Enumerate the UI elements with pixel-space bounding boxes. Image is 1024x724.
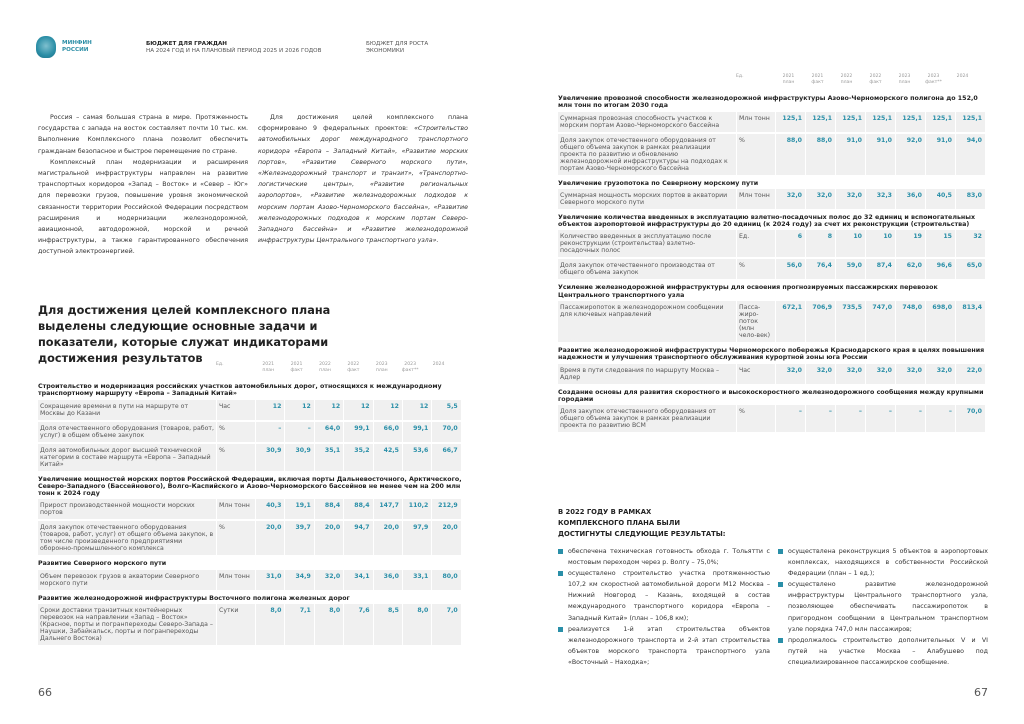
results-list-2 — [778, 546, 988, 668]
row-label: Доля закупок отечественного оборудования от общего объема закупок в рамках реализации проекта по развитию ВСМ — [558, 405, 736, 432]
row-value: 125,1 — [866, 112, 895, 132]
result-item: продолжалось строительство дополнительных V и VI путей на участке Москва – Алабушево под специализированное пассажирское сообщение. — [778, 635, 988, 668]
row-value: 125,1 — [836, 112, 865, 132]
results-title — [558, 507, 726, 540]
intro-column-1 — [38, 112, 248, 258]
page-number-left: 66 — [38, 686, 52, 699]
row-value: 10 — [866, 230, 895, 257]
row-value: – — [896, 405, 925, 432]
row-value: 34,9 — [285, 570, 313, 590]
row-value: 32,0 — [806, 364, 835, 384]
row-value: 32,0 — [926, 364, 955, 384]
table-section-title: Строительство и модернизация российских участков автомобильных дорог, относящихся к международному транспортному маршруту «Европа – Западный Китай» — [38, 383, 442, 398]
row-value: 8,0 — [403, 604, 431, 645]
row-unit: Час — [737, 364, 775, 384]
row-value: 747,0 — [866, 301, 895, 342]
row-label: Доля отечественного оборудования (товаров, работ, услуг) в общем объеме закупок — [38, 422, 216, 442]
row-unit: % — [217, 521, 255, 555]
header-col — [282, 362, 310, 380]
row-value: 99,1 — [344, 422, 372, 442]
row-value: 19,1 — [285, 499, 313, 519]
table-row — [558, 112, 986, 132]
table-row — [38, 521, 462, 555]
section-line2: ЭКОНОМИКИ — [366, 48, 405, 54]
header-kind: план — [898, 80, 911, 85]
row-label: Сроки доставки транзитных контейнерных перевозок на направлении «Запад – Восток» (Красное, порты и погранпереходы Северо-Запада – Наушки, Забайкальск, порты и погранпереходы Дальнего Востока) — [38, 604, 216, 645]
row-value: 32,3 — [866, 189, 895, 209]
results-list-1 — [558, 546, 770, 668]
row-value: 39,7 — [285, 521, 313, 555]
row-value: 125,1 — [926, 112, 955, 132]
row-unit: Млн тонн — [217, 499, 255, 519]
table-row — [558, 405, 986, 432]
logo-line1: МИНФИН — [62, 40, 92, 46]
row-value: 15 — [926, 230, 955, 257]
row-value: 32,0 — [315, 570, 343, 590]
header-year: 2021 — [782, 74, 795, 79]
header-spacer — [558, 74, 736, 92]
row-value: 30,9 — [256, 444, 284, 471]
row-label: Доля автомобильных дорог высшей технической категории в составе маршрута «Европа – Западный Китай» — [38, 444, 216, 471]
row-value: 147,7 — [374, 499, 402, 519]
indicators-table-left — [38, 362, 462, 647]
row-unit: Час — [217, 400, 255, 420]
header-title: БЮДЖЕТ ДЛЯ ГРАЖДАН — [146, 41, 227, 47]
header-kind: план — [840, 80, 853, 85]
row-label: Доля закупок отечественного оборудования (товаров, работ, услуг) от общего объема закупок, в том числе произведенного предприятиями оборонно-промышленного комплекса — [38, 521, 216, 555]
row-value: 7,0 — [432, 604, 460, 645]
row-value: 12 — [256, 400, 284, 420]
table-header — [558, 74, 986, 92]
table-row — [38, 444, 462, 471]
row-value: 748,0 — [896, 301, 925, 342]
header-col — [396, 362, 424, 380]
header-kind: план — [782, 80, 795, 85]
row-value: – — [836, 405, 865, 432]
header-kind: факт** — [925, 80, 942, 85]
row-value: 80,0 — [432, 570, 460, 590]
row-value: 70,0 — [956, 405, 985, 432]
header-year: 2023 — [898, 74, 911, 79]
header-col — [890, 74, 919, 92]
row-value: 12 — [403, 400, 431, 420]
header-year: 2022 — [869, 74, 882, 79]
row-unit: Млн тонн — [217, 570, 255, 590]
header-col — [254, 362, 282, 380]
row-value: 20,0 — [432, 521, 460, 555]
row-value: 12 — [374, 400, 402, 420]
row-value: 735,5 — [836, 301, 865, 342]
table-section-title: Увеличение провозной способности железнодорожной инфраструктуры Азово-Черноморского полигона до 152,0 млн тонн по итогам 2030 года — [558, 95, 978, 110]
header-col — [832, 74, 861, 92]
row-value: 66,0 — [374, 422, 402, 442]
header-subtitle: НА 2024 ГОД И НА ПЛАНОВЫЙ ПЕРИОД 2025 И 2026 ГОДОВ — [146, 48, 322, 54]
row-value: 6 — [776, 230, 805, 257]
intro-column-2 — [258, 112, 468, 246]
header-unit: Ед. — [216, 362, 224, 367]
row-value: 34,1 — [344, 570, 372, 590]
page-number-right: 67 — [974, 686, 988, 699]
header-col — [803, 74, 832, 92]
row-unit: Ед. — [737, 230, 775, 257]
row-value: 125,1 — [776, 112, 805, 132]
row-value: 125,1 — [956, 112, 985, 132]
row-value: 36,0 — [374, 570, 402, 590]
result-item: обеспечена техническая готовность обхода г. Тольятти с мостовым переходом через р. Волгу – 75,0%; — [558, 546, 770, 568]
row-value: 91,0 — [836, 134, 865, 175]
row-value: 32,0 — [866, 364, 895, 384]
row-value: 110,2 — [403, 499, 431, 519]
table-row — [38, 400, 462, 420]
row-value: 813,4 — [956, 301, 985, 342]
row-value: 12 — [285, 400, 313, 420]
row-value: – — [285, 422, 313, 442]
result-item: реализуется 1-й этап строительства объектов железнодорожного транспорта и 2-й этап строительства объектов морского транспорта транспортного узла «Восточный – Находка»; — [558, 624, 770, 668]
header-kind: факт** — [401, 368, 419, 373]
row-value: 698,0 — [926, 301, 955, 342]
row-value: 66,7 — [432, 444, 460, 471]
row-value: 12 — [315, 400, 343, 420]
row-value: 8,5 — [374, 604, 402, 645]
results-title-line1: В 2022 ГОДУ В РАМКАХ — [558, 508, 652, 516]
header-year: 2021 — [290, 362, 303, 367]
row-unit: Пасса-жиро-поток (млн чело-век) — [737, 301, 775, 342]
section-line1: БЮДЖЕТ ДЛЯ РОСТА — [366, 41, 429, 47]
table-section-title: Увеличение мощностей морских портов Российской Федерации, включая порты Дальневосточного, Арктического, Северо-Западного (Бассейнового), Волго-Каспийского и Азово-Черноморского бассейнов не менее чем на 200 млн тонн к 2024 году — [38, 475, 462, 498]
table-section-title: Развитие Северного морского пути — [38, 560, 167, 568]
row-unit: Сутки — [217, 604, 255, 645]
row-value: 88,0 — [776, 134, 805, 175]
header-spacer — [38, 362, 216, 380]
row-value: 7,6 — [344, 604, 372, 645]
row-label: Прирост производственной мощности морских портов — [38, 499, 216, 519]
row-unit: % — [217, 444, 255, 471]
section-heading: Для достижения целей комплексного плана выделены следующие основные задачи и показатели, которые служат индикаторами достижения результатов — [38, 304, 331, 365]
table-row — [558, 301, 986, 342]
header-year: 2022 — [347, 362, 360, 367]
header-unit: Ед. — [736, 74, 744, 79]
row-value: 36,0 — [896, 189, 925, 209]
table-section-title: Развитие железнодорожной инфраструктуры Восточного полигона железных дорог — [38, 594, 350, 602]
row-value: 70,0 — [432, 422, 460, 442]
row-value: 92,0 — [896, 134, 925, 175]
row-value: 42,5 — [374, 444, 402, 471]
coat-of-arms-icon — [36, 36, 56, 58]
row-value: 20,0 — [315, 521, 343, 555]
row-value: 64,0 — [315, 422, 343, 442]
intro-paragraph-2: Комплексный план модернизации и расширения магистральной инфраструктуры направлен на развитие транспортных коридоров «Запад – Восток» и «Север – Юг» для перевозки грузов, повышение уровня экономической связанности территории Российской Федерации посредством расширения и модернизации железнодорожной, авиационной, автодорожной, морской и речной инфраструктуры, а также гарантированного обеспечения доступной электроэнергией. — [38, 158, 248, 256]
table-header — [38, 362, 462, 380]
row-value: 76,4 — [806, 259, 835, 279]
projects-intro: Для достижения целей комплексного плана сформировано 9 федеральных проектов: — [258, 114, 468, 133]
row-label: Пассажиропоток в железнодорожном сообщении для ключевых направлений — [558, 301, 736, 342]
header-year: 2023 — [375, 362, 388, 367]
indicators-table-right — [558, 74, 986, 434]
logo-line2: РОССИИ — [62, 47, 89, 53]
header-kind: факт — [869, 80, 882, 85]
row-value: 35,2 — [344, 444, 372, 471]
row-value: – — [866, 405, 895, 432]
header-col — [774, 74, 803, 92]
table-row — [558, 259, 986, 279]
row-unit: % — [737, 134, 775, 175]
row-label: Время в пути следования по маршруту Москва – Адлер — [558, 364, 736, 384]
table-section-title: Усиление железнодорожной инфраструктуры для освоения прогнозируемых пассажирских перевозок Центрального транспортного узла — [558, 284, 938, 299]
row-value: 32 — [956, 230, 985, 257]
row-value: 33,1 — [403, 570, 431, 590]
header-year: 2024 — [956, 74, 969, 79]
result-item: осуществлена реконструкция 5 объектов в аэропортовых комплексах, находящихся в собственности Российской Федерации (план – 1 ед.); — [778, 546, 988, 579]
row-label: Сокращение времени в пути на маршруте от Москвы до Казани — [38, 400, 216, 420]
row-value: 31,0 — [256, 570, 284, 590]
header-year: 2024 — [432, 362, 445, 367]
header-kind: факт — [811, 80, 824, 85]
row-value: 30,9 — [285, 444, 313, 471]
table-row — [558, 189, 986, 209]
row-value: 53,6 — [403, 444, 431, 471]
row-value: 125,1 — [896, 112, 925, 132]
row-value: 87,4 — [866, 259, 895, 279]
row-unit: % — [217, 422, 255, 442]
table-section-title: Увеличение грузопотока по Северному морскому пути — [558, 179, 759, 187]
row-value: 19 — [896, 230, 925, 257]
row-value: 97,9 — [403, 521, 431, 555]
section-header — [366, 41, 428, 55]
row-value: 32,0 — [806, 189, 835, 209]
row-unit: % — [737, 259, 775, 279]
result-item: осуществлено строительство участка протяженностью 107,2 км скоростной автомобильной дороги М12 Москва – Нижний Новгород – Казань, входящей в состав международного транспортного коридора «Европа – Западный Китай» (план – 106,8 км); — [558, 568, 770, 623]
table-row — [38, 604, 462, 645]
results-title-line2: КОМПЛЕКСНОГО ПЛАНА БЫЛИ — [558, 519, 681, 527]
table-row — [558, 134, 986, 175]
table-row — [558, 364, 986, 384]
table-row — [38, 570, 462, 590]
row-value: 8,0 — [315, 604, 343, 645]
row-value: 12 — [344, 400, 372, 420]
row-value: – — [926, 405, 955, 432]
row-unit: Млн тонн — [737, 189, 775, 209]
row-value: – — [776, 405, 805, 432]
row-value: 32,0 — [776, 364, 805, 384]
row-unit: % — [737, 405, 775, 432]
row-value: 88,4 — [344, 499, 372, 519]
header-year: 2022 — [319, 362, 331, 367]
row-value: 125,1 — [806, 112, 835, 132]
row-value: 10 — [836, 230, 865, 257]
header-col — [919, 74, 948, 92]
row-value: 32,0 — [836, 364, 865, 384]
row-value: 94,0 — [956, 134, 985, 175]
row-label: Суммарная мощность морских портов в акватории Северного морского пути — [558, 189, 736, 209]
projects-list: «Строительство автомобильных дорог международного транспортного коридора «Европа – Западный Китай», «Развитие морских портов», «Развитие Северного морского пути», «Железнодорожный транспорт и транзит», «Транспортно-логистические центры», «Развитие региональных аэропортов», «Развитие железнодорожных подходов к морским портам Азово-Черноморского бассейна», «Развитие железнодорожных подходов к морским портам Северо-Западного бассейна» и «Развитие железнодорожной инфраструктуры Центрального транспортного узла». — [258, 125, 468, 245]
row-value: 212,9 — [432, 499, 460, 519]
row-value: 8,0 — [256, 604, 284, 645]
row-value: 62,0 — [896, 259, 925, 279]
header-col — [948, 74, 977, 92]
row-value: 20,0 — [374, 521, 402, 555]
header-year: 2023 — [927, 74, 940, 79]
header-year: 2023 — [404, 362, 416, 367]
table-section-title: Создание основы для развития скоростного и высокоскоростного железнодорожного сообщения между крупными городами — [558, 388, 984, 403]
row-value: 59,0 — [836, 259, 865, 279]
row-value: 20,0 — [256, 521, 284, 555]
row-value: 88,4 — [315, 499, 343, 519]
header-year: 2021 — [262, 362, 275, 367]
intro-paragraph-1: Россия – самая большая страна в мире. Протяженность государства с запада на восток составляет почти 10 тыс. км. Выполнение Комплексного плана позволит обеспечить гражданам безопасное и быстрое перемещение по стране. — [38, 114, 248, 155]
row-value: 40,3 — [256, 499, 284, 519]
row-value: 91,0 — [866, 134, 895, 175]
header-col — [861, 74, 890, 92]
row-value: 706,9 — [806, 301, 835, 342]
table-section-title: Увеличение количества введенных в эксплуатацию взлетно-посадочных полос до 32 единиц и вспомогательных объектов аэропортовой инфраструктуры до 20 единиц (к 2024 году) за счет их реконструкции (строительства) — [558, 213, 976, 229]
header-kind: план — [262, 368, 275, 373]
row-value: 7,1 — [285, 604, 313, 645]
row-value: 22,0 — [956, 364, 985, 384]
row-label: Доля закупок отечественного оборудования от общего объема закупок в рамках реализации проекта по развитию и обновлению железнодорожной инфраструктуры на подходах к портам Азово-Черноморского бассейна — [558, 134, 736, 175]
document-header — [146, 41, 321, 55]
header-col — [368, 362, 396, 380]
header-kind: факт — [347, 368, 360, 373]
row-value: 35,1 — [315, 444, 343, 471]
header-kind: факт — [290, 368, 303, 373]
row-value: 40,5 — [926, 189, 955, 209]
table-row — [38, 499, 462, 519]
row-label: Суммарная провозная способность участков к морским портам Азово-Черноморского бассейна — [558, 112, 736, 132]
ministry-logo — [36, 36, 92, 58]
row-value: 32,0 — [896, 364, 925, 384]
row-value: 32,0 — [776, 189, 805, 209]
header-year: 2021 — [811, 74, 824, 79]
row-value: 88,0 — [806, 134, 835, 175]
row-value: 32,0 — [836, 189, 865, 209]
header-col — [424, 362, 452, 380]
table-row — [558, 230, 986, 257]
row-label: Доля закупок отечественного производства от общего объема закупок — [558, 259, 736, 279]
row-value: 8 — [806, 230, 835, 257]
row-value: 94,7 — [344, 521, 372, 555]
row-value: 5,5 — [432, 400, 460, 420]
table-section-title: Развитие железнодорожной инфраструктуры Черноморского побережья Краснодарского края в целях повышения надежности и улучшения транспортного обслуживания курортной зоны юга России — [558, 347, 985, 362]
row-label: Объем перевозок грузов в акватории Северного морского пути — [38, 570, 216, 590]
row-value: 672,1 — [776, 301, 805, 342]
row-value: 56,0 — [776, 259, 805, 279]
result-item: осуществлено развитие железнодорожной инфраструктуры Центрального транспортного узла, позволяющее обеспечивать пассажиропоток в пригородном сообщении в Центральном транспортном узле порядка 747,0 млн пассажиров; — [778, 579, 988, 634]
table-row — [38, 422, 462, 442]
row-label: Количество введенных в эксплуатацию после реконструкции (строительства) взлетно-посадочных полос — [558, 230, 736, 257]
row-unit: Млн тонн — [737, 112, 775, 132]
header-kind: план — [375, 368, 388, 373]
row-value: 65,0 — [956, 259, 985, 279]
row-value: – — [256, 422, 284, 442]
results-title-line3: ДОСТИГНУТЫ СЛЕДУЮЩИЕ РЕЗУЛЬТАТЫ: — [558, 530, 726, 538]
row-value: 91,0 — [926, 134, 955, 175]
row-value: – — [806, 405, 835, 432]
header-col — [339, 362, 367, 380]
header-col — [311, 362, 339, 380]
row-value: 83,0 — [956, 189, 985, 209]
row-value: 99,1 — [403, 422, 431, 442]
header-year: 2022 — [840, 74, 853, 79]
header-kind: план — [319, 368, 331, 373]
row-value: 96,6 — [926, 259, 955, 279]
